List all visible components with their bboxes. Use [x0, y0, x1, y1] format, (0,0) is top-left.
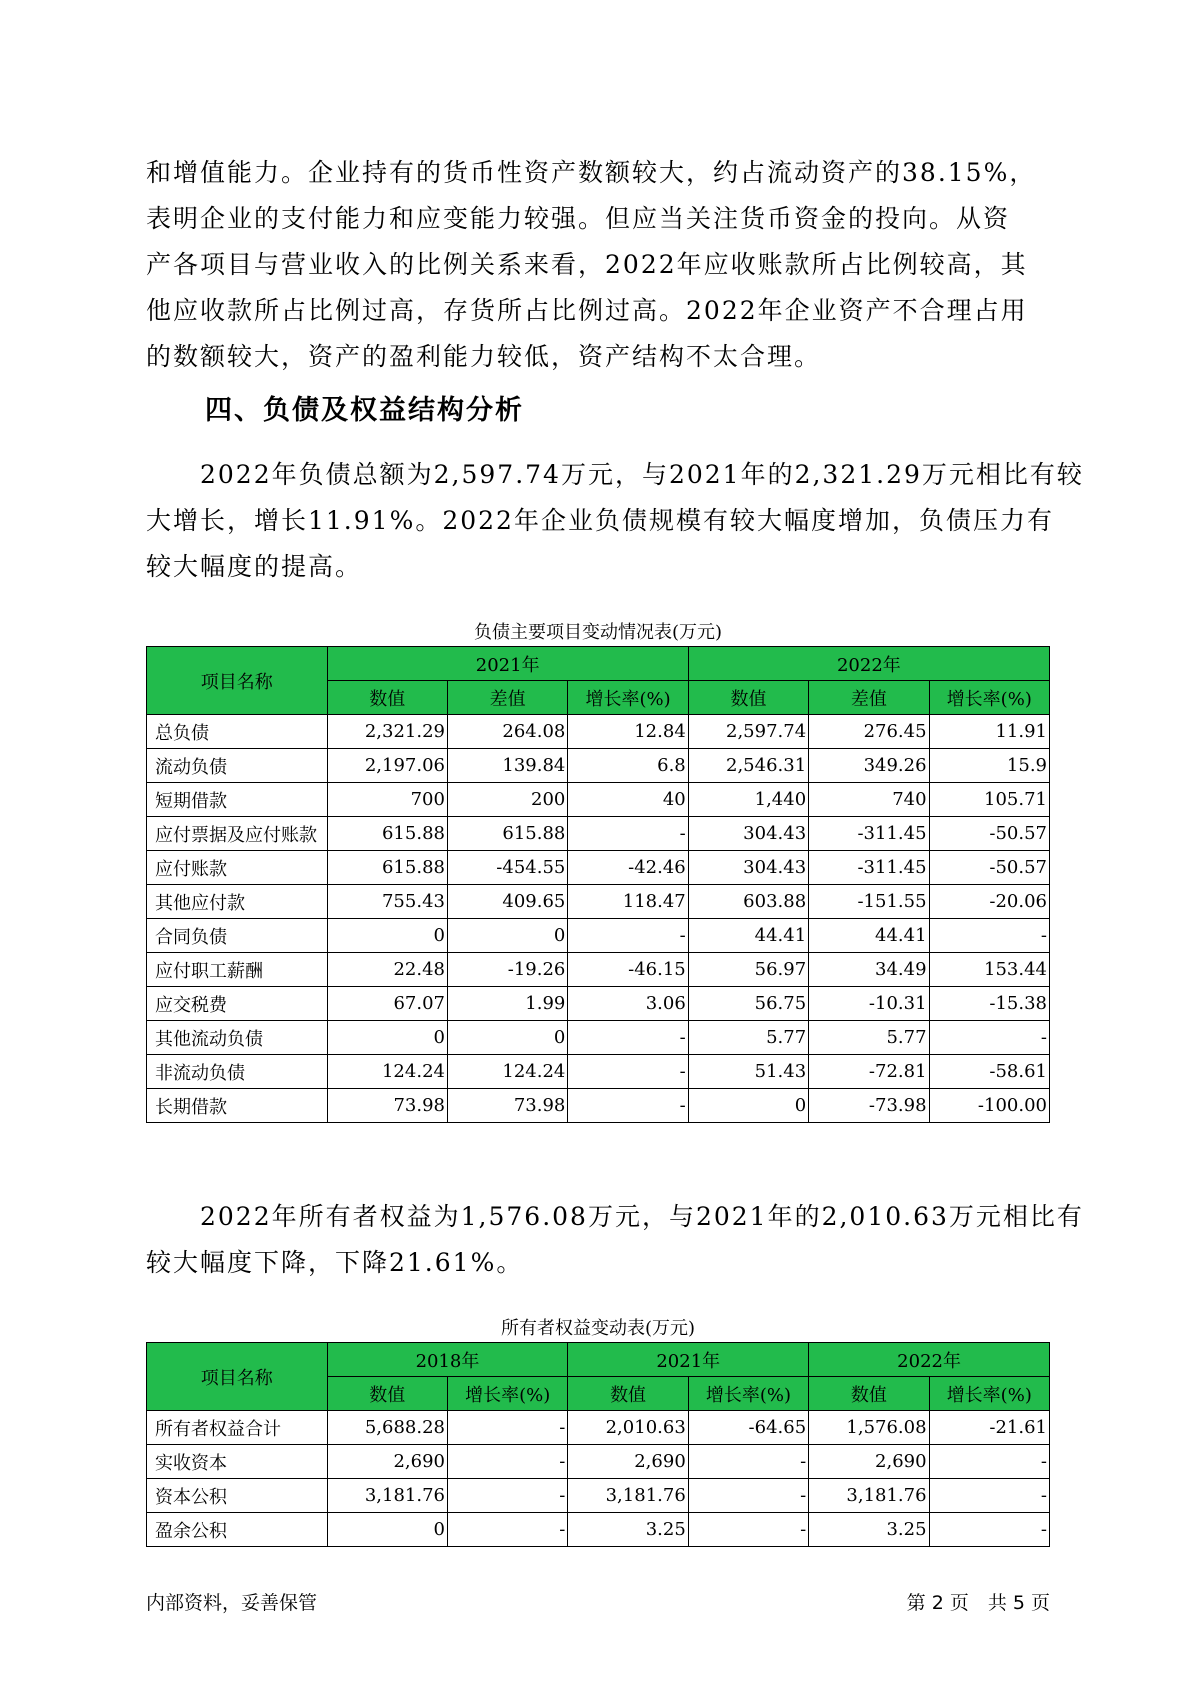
table-cell: -50.57	[929, 817, 1049, 851]
table-row	[147, 1513, 1050, 1547]
column-header-growth-rate: 增长率(%)	[929, 1377, 1049, 1411]
table-cell: 0	[447, 919, 567, 953]
row-label: 非流动负债	[147, 1055, 328, 1089]
row-label: 短期借款	[147, 783, 328, 817]
table-row	[147, 715, 1050, 749]
table-cell: 1,576.08	[809, 1411, 929, 1445]
table-cell: 139.84	[447, 749, 567, 783]
column-header-year: 2022年	[809, 1343, 1050, 1377]
row-label: 应交税费	[147, 987, 328, 1021]
table-cell: 67.07	[327, 987, 447, 1021]
table-cell: 3,181.76	[568, 1479, 688, 1513]
table-cell: -	[447, 1445, 567, 1479]
column-header-year: 2021年	[327, 647, 688, 681]
table-cell: -151.55	[809, 885, 929, 919]
table-cell: 0	[327, 919, 447, 953]
table-cell: 56.75	[688, 987, 808, 1021]
paragraph-line: 2022年负债总额为2,597.74万元，与2021年的2,321.29万元相比有较	[146, 460, 1084, 489]
table-cell: -	[688, 1513, 808, 1547]
table-cell: -	[688, 1479, 808, 1513]
section-heading: 四、负债及权益结构分析	[205, 395, 524, 426]
table-cell: 3,181.76	[809, 1479, 929, 1513]
body-paragraph-assets-summary	[146, 150, 1046, 380]
table-cell: -454.55	[447, 851, 567, 885]
table-cell: 2,197.06	[327, 749, 447, 783]
table-cell: 2,690	[327, 1445, 447, 1479]
row-label: 资本公积	[147, 1479, 328, 1513]
table-cell: -20.06	[929, 885, 1049, 919]
table-cell: 200	[447, 783, 567, 817]
table-cell: -64.65	[688, 1411, 808, 1445]
table-cell: -15.38	[929, 987, 1049, 1021]
paragraph-line: 和增值能力。企业持有的货币性资产数额较大，约占流动资产的38.15%，	[146, 158, 1037, 187]
row-label: 长期借款	[147, 1089, 328, 1123]
paragraph-line: 较大幅度的提高。	[146, 552, 363, 581]
table-cell: 2,690	[809, 1445, 929, 1479]
table-cell: 124.24	[447, 1055, 567, 1089]
table-cell: 5,688.28	[327, 1411, 447, 1445]
table-cell: 304.43	[688, 851, 808, 885]
table-cell: -100.00	[929, 1089, 1049, 1123]
table-cell: 22.48	[327, 953, 447, 987]
liabilities-table	[146, 646, 1050, 1123]
table-cell: 3.25	[568, 1513, 688, 1547]
table-cell: -	[568, 919, 688, 953]
table-cell: 5.77	[809, 1021, 929, 1055]
table-cell: 304.43	[688, 817, 808, 851]
body-paragraph-liabilities	[146, 452, 1084, 590]
table-cell: 73.98	[327, 1089, 447, 1123]
table-row	[147, 1089, 1050, 1123]
table-cell: 40	[568, 783, 688, 817]
table-cell: 409.65	[447, 885, 567, 919]
column-header-growth-rate: 增长率(%)	[929, 681, 1049, 715]
table-cell: 740	[809, 783, 929, 817]
table-row	[147, 1479, 1050, 1513]
table-cell: 264.08	[447, 715, 567, 749]
table-cell: -73.98	[809, 1089, 929, 1123]
column-header-growth-rate: 增长率(%)	[447, 1377, 567, 1411]
table-cell: -	[568, 1055, 688, 1089]
table-row	[147, 1055, 1050, 1089]
table-cell: -72.81	[809, 1055, 929, 1089]
equity-table	[146, 1342, 1050, 1547]
table-cell: -	[447, 1513, 567, 1547]
table-cell: -	[568, 817, 688, 851]
table-cell: 105.71	[929, 783, 1049, 817]
table-cell: -	[929, 1479, 1049, 1513]
column-header-value: 数值	[327, 681, 447, 715]
table-cell: 44.41	[809, 919, 929, 953]
column-header-year: 2018年	[327, 1343, 568, 1377]
row-label: 流动负债	[147, 749, 328, 783]
table-row	[147, 1021, 1050, 1055]
table-cell: 1.99	[447, 987, 567, 1021]
table-cell: -58.61	[929, 1055, 1049, 1089]
table-cell: -42.46	[568, 851, 688, 885]
table-cell: 124.24	[327, 1055, 447, 1089]
table-cell: -10.31	[809, 987, 929, 1021]
table-cell: -19.26	[447, 953, 567, 987]
table-cell: 2,690	[568, 1445, 688, 1479]
footer-page-number: 第 2 页 共 5 页	[906, 1592, 1050, 1614]
row-label: 其他流动负债	[147, 1021, 328, 1055]
column-header-difference: 差值	[809, 681, 929, 715]
column-header-growth-rate: 增长率(%)	[688, 1377, 808, 1411]
table-caption-equity: 所有者权益变动表(万元)	[500, 1318, 696, 1339]
table-cell: 153.44	[929, 953, 1049, 987]
paragraph-line: 较大幅度下降，下降21.61%。	[146, 1248, 524, 1277]
paragraph-line: 的数额较大，资产的盈利能力较低，资产结构不太合理。	[146, 342, 822, 371]
paragraph-line: 表明企业的支付能力和应变能力较强。但应当关注货币资金的投向。从资	[146, 204, 1011, 233]
table-cell: -	[929, 1021, 1049, 1055]
paragraph-line: 他应收款所占比例过高，存货所占比例过高。2022年企业资产不合理占用	[146, 296, 1028, 325]
table-cell: 3.06	[568, 987, 688, 1021]
table-row	[147, 817, 1050, 851]
table-cell: 12.84	[568, 715, 688, 749]
footer-confidential-note: 内部资料，妥善保管	[146, 1592, 318, 1614]
table-cell: 51.43	[688, 1055, 808, 1089]
table-cell: 1,440	[688, 783, 808, 817]
table-row	[147, 953, 1050, 987]
table-cell: 15.9	[929, 749, 1049, 783]
table-cell: 73.98	[447, 1089, 567, 1123]
table-cell: 603.88	[688, 885, 808, 919]
table-cell: -50.57	[929, 851, 1049, 885]
table-cell: 0	[688, 1089, 808, 1123]
table-row	[147, 1411, 1050, 1445]
table-cell: 6.8	[568, 749, 688, 783]
table-cell: -46.15	[568, 953, 688, 987]
column-header-value: 数值	[809, 1377, 929, 1411]
row-label: 盈余公积	[147, 1513, 328, 1547]
table-cell: 755.43	[327, 885, 447, 919]
table-row	[147, 783, 1050, 817]
table-cell: 700	[327, 783, 447, 817]
table-cell: -	[929, 1445, 1049, 1479]
table-cell: 615.88	[327, 851, 447, 885]
column-header-item-name: 项目名称	[147, 1343, 328, 1411]
table-cell: -	[688, 1445, 808, 1479]
row-label: 其他应付款	[147, 885, 328, 919]
column-header-year: 2022年	[688, 647, 1049, 681]
table-row	[147, 749, 1050, 783]
table-cell: 0	[447, 1021, 567, 1055]
table-cell: 118.47	[568, 885, 688, 919]
row-label: 应付账款	[147, 851, 328, 885]
row-label: 应付票据及应付账款	[147, 817, 328, 851]
column-header-value: 数值	[688, 681, 808, 715]
table-cell: -	[929, 1513, 1049, 1547]
table-cell: -311.45	[809, 817, 929, 851]
table-cell: 615.88	[327, 817, 447, 851]
table-cell: 2,546.31	[688, 749, 808, 783]
column-header-value: 数值	[327, 1377, 447, 1411]
table-cell: 2,597.74	[688, 715, 808, 749]
table-cell: -	[568, 1021, 688, 1055]
table-cell: -	[929, 919, 1049, 953]
table-cell: 0	[327, 1021, 447, 1055]
paragraph-line: 大增长，增长11.91%。2022年企业负债规模有较大幅度增加，负债压力有	[146, 506, 1054, 535]
column-header-value: 数值	[568, 1377, 688, 1411]
paragraph-line: 产各项目与营业收入的比例关系来看，2022年应收账款所占比例较高，其	[146, 250, 1028, 279]
paragraph-line: 2022年所有者权益为1,576.08万元，与2021年的2,010.63万元相比有	[146, 1202, 1084, 1231]
row-label: 实收资本	[147, 1445, 328, 1479]
row-label: 总负债	[147, 715, 328, 749]
table-cell: 276.45	[809, 715, 929, 749]
row-label: 应付职工薪酬	[147, 953, 328, 987]
body-paragraph-equity	[146, 1194, 1084, 1286]
table-cell: 2,321.29	[327, 715, 447, 749]
table-cell: -	[568, 1089, 688, 1123]
table-row	[147, 919, 1050, 953]
table-cell: 44.41	[688, 919, 808, 953]
table-cell: 5.77	[688, 1021, 808, 1055]
table-cell: 3.25	[809, 1513, 929, 1547]
table-cell: 615.88	[447, 817, 567, 851]
table-cell: 56.97	[688, 953, 808, 987]
table-row	[147, 885, 1050, 919]
column-header-difference: 差值	[447, 681, 567, 715]
table-row	[147, 987, 1050, 1021]
table-cell: 11.91	[929, 715, 1049, 749]
table-row	[147, 851, 1050, 885]
table-cell: -311.45	[809, 851, 929, 885]
table-row	[147, 1445, 1050, 1479]
table-cell: 2,010.63	[568, 1411, 688, 1445]
table-caption-liabilities: 负债主要项目变动情况表(万元)	[473, 622, 723, 643]
column-header-item-name: 项目名称	[147, 647, 328, 715]
table-cell: -	[447, 1479, 567, 1513]
table-cell: 34.49	[809, 953, 929, 987]
table-cell: -	[447, 1411, 567, 1445]
table-cell: 349.26	[809, 749, 929, 783]
table-cell: 3,181.76	[327, 1479, 447, 1513]
row-label: 所有者权益合计	[147, 1411, 328, 1445]
column-header-growth-rate: 增长率(%)	[568, 681, 688, 715]
row-label: 合同负债	[147, 919, 328, 953]
table-cell: -21.61	[929, 1411, 1049, 1445]
column-header-year: 2021年	[568, 1343, 809, 1377]
table-cell: 0	[327, 1513, 447, 1547]
